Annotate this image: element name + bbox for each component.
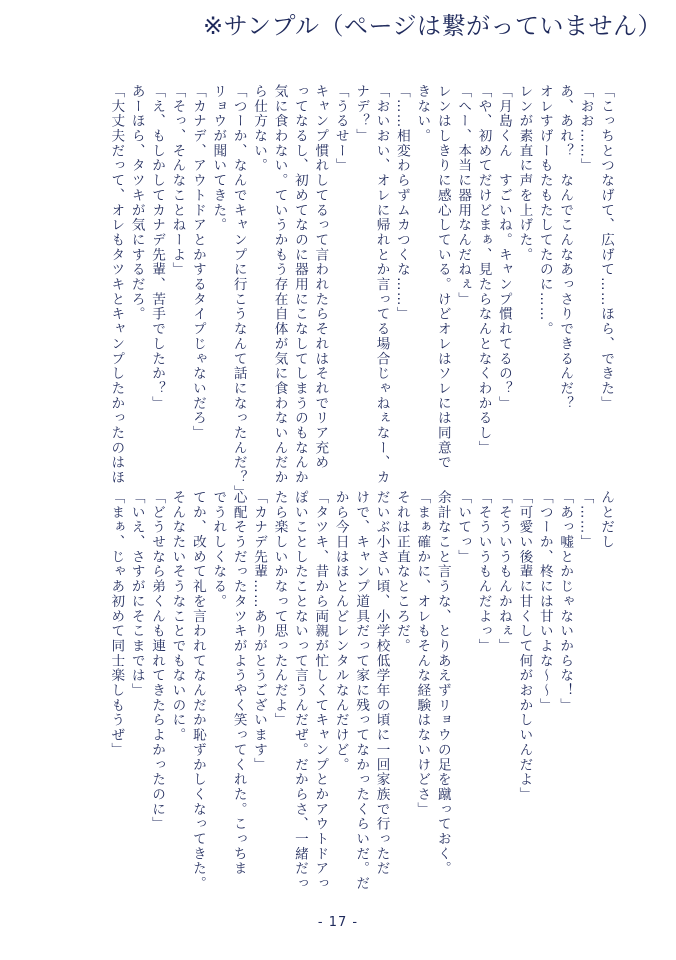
text-line: ってなるし、初めてなのに器用にこなしてしまうのもなんか bbox=[291, 84, 308, 485]
text-line: あ、あれ？ なんでこんなあっさりできるんだ？ bbox=[557, 84, 574, 411]
text-line: けで、キャンプ道具だって家に残ってなかったくらいだ。だ bbox=[353, 490, 370, 891]
text-line: きない。 bbox=[414, 84, 431, 144]
text-line: 「どうせなら弟くんも連れてきたらよかったのに」 bbox=[149, 490, 166, 832]
text-line: レンはしきりに感心している。けどオレはソレには同意で bbox=[434, 84, 451, 471]
sample-notice-header: ※サンプル（ページは繋がっていません） bbox=[203, 12, 662, 40]
text-line: キャンプ慣れしてるって言われたらそれはそれでリア充め bbox=[312, 84, 329, 471]
text-line: レンが素直に声を上げた。 bbox=[516, 84, 533, 263]
text-line: オレすげーもたもたしてたのに……。 bbox=[536, 84, 553, 337]
page-number: - 17 - bbox=[317, 915, 359, 930]
text-line: 「月島くん すごいね。キャンプ慣れてるの？」 bbox=[495, 84, 512, 411]
text-line: でうれしくなる。 bbox=[210, 490, 227, 609]
text-line: てか、改めて礼を言われてなんだか恥ずかしくなってきた。 bbox=[189, 490, 206, 891]
text-line: 「いてっ」 bbox=[455, 490, 472, 565]
bottom-text-block bbox=[106, 490, 616, 891]
text-line: 「……相変わらずムカつくな……」 bbox=[393, 84, 410, 322]
text-line: それは正直なところだ。 bbox=[393, 490, 410, 654]
text-line: 「タツキ、昔から両親が忙しくてキャンプとかアウトドアっ bbox=[312, 490, 329, 891]
text-line: 「大丈夫だって、オレもタツキとキャンプしたかったのはほ bbox=[108, 84, 125, 485]
text-line: 気に食わない。ていうかもう存在自体が気に食わないんだか bbox=[271, 84, 288, 485]
text-line: 「あっ嘘とかじゃないからな！」 bbox=[557, 490, 574, 713]
text-line: 「つーか、柊には甘いよな～～」 bbox=[536, 490, 553, 713]
text-line: リョウが聞いてきた。 bbox=[210, 84, 227, 233]
text-line: 「そういうもんだよっ」 bbox=[475, 490, 492, 654]
text-line: 「……」 bbox=[577, 490, 594, 550]
text-line: んとだし bbox=[598, 490, 614, 550]
text-line: ぽいことしたことないって言うんだぜ。だからさ、一緒だっ bbox=[291, 490, 308, 891]
text-line: 「まぁ、じゃあ初めて同士楽しもうぜ」 bbox=[108, 490, 125, 758]
text-line: ナデ？」 bbox=[353, 84, 370, 144]
text-line: 「まぁ確かに、オレもそんな経験はないけどさ」 bbox=[414, 490, 431, 817]
text-line: 「カナデ、アウトドアとかするタイプじゃないだろ」 bbox=[189, 84, 206, 441]
text-line: 「え、もしかしてカナデ先輩、苦手でしたか？」 bbox=[149, 84, 166, 411]
text-line: 「カナデ先輩……ありがとうございます」 bbox=[251, 490, 268, 773]
text-line: 「そういうもんかねぇ」 bbox=[495, 490, 512, 654]
text-line: 「いえ、さすがにそこまでは」 bbox=[128, 490, 145, 698]
text-line: 余計なこと言うな、とりあえずリョウの足を蹴っておく。 bbox=[434, 490, 451, 877]
text-line: 「つーか、なんでキャンプに行こうなんて話になったんだ？」 bbox=[230, 84, 247, 500]
top-text-block bbox=[106, 84, 616, 500]
text-line: 「こっちとつなげて、広げて……ほら、できた」 bbox=[598, 84, 614, 411]
text-line: 「へー、本当に器用なんだねぇ」 bbox=[455, 84, 472, 307]
text-line: 心配そうだったタツキがようやく笑ってくれた。こっちま bbox=[230, 490, 247, 877]
text-line: ら仕方ない。 bbox=[251, 84, 268, 174]
text-line: 「うるせー」 bbox=[332, 84, 349, 174]
text-line: 「や、初めてだけどまぁ、見たらなんとなくわかるし」 bbox=[475, 84, 492, 456]
text-line: だいぶ小さい頃、小学校低学年の頃に一回家族で行っただ bbox=[373, 490, 390, 877]
text-line: から今日はほとんどレンタルなんだけど。 bbox=[332, 490, 349, 773]
text-line: 「そっ、そんなことねーよ」 bbox=[169, 84, 186, 278]
text-line: あーほら、タツキが気にするだろ。 bbox=[128, 84, 145, 322]
text-line: たら楽しいかなって思ったんだよ」 bbox=[271, 490, 288, 728]
text-line: 「可愛い後輩に甘くして何がおかしいんだよ」 bbox=[516, 490, 533, 802]
text-line: 「おいおい、オレに帰れとか言ってる場合じゃねぇなー、カ bbox=[373, 84, 390, 485]
text-line: 「おお……」 bbox=[577, 84, 594, 174]
text-line: そんなたいそうなことでもないのに。 bbox=[169, 490, 186, 743]
